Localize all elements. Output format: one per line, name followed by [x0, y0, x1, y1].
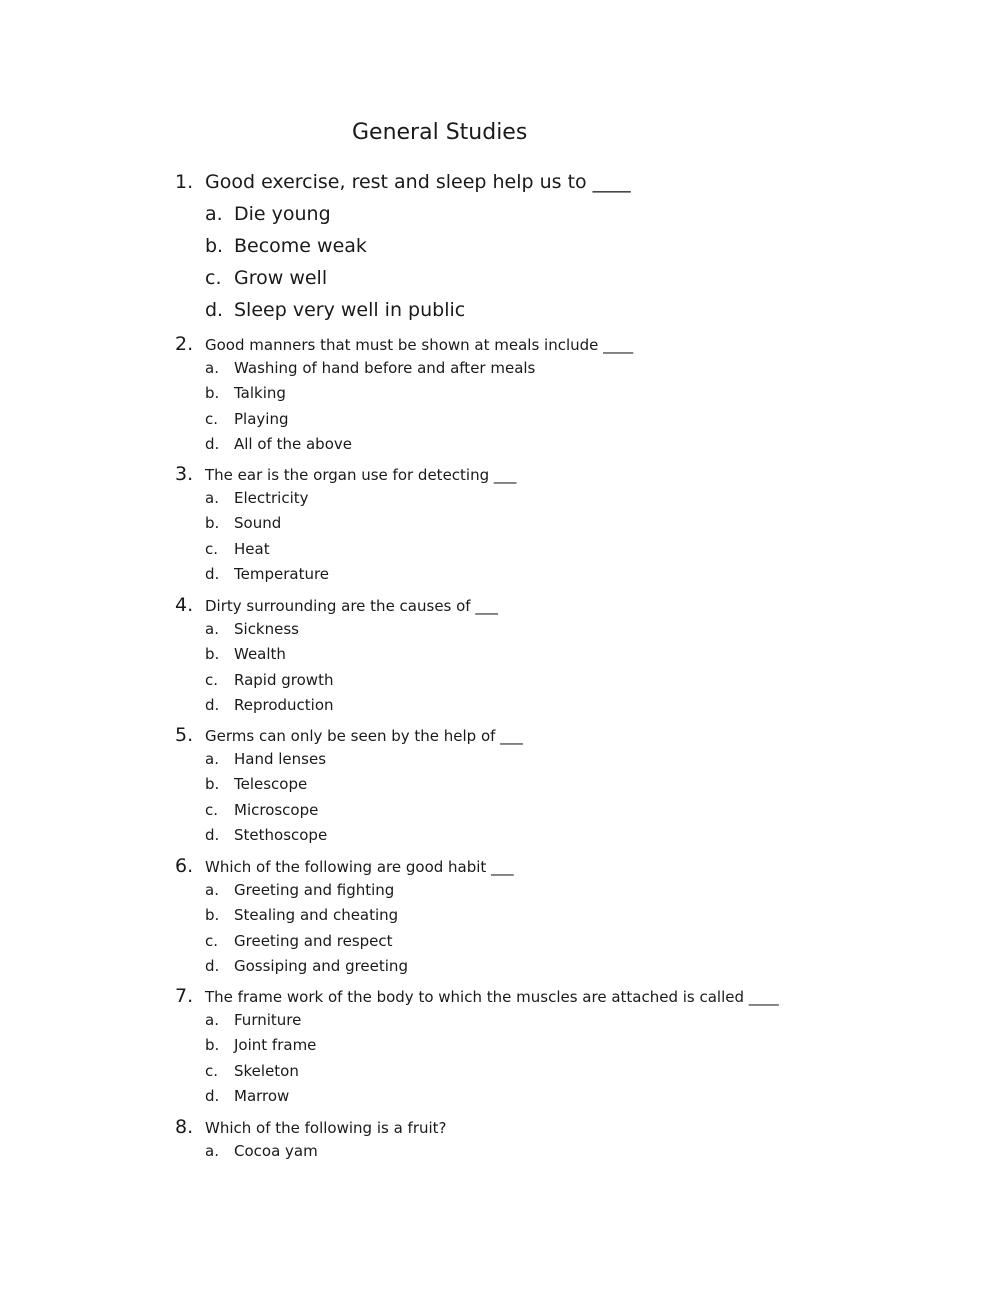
- option-item[interactable]: [205, 620, 498, 645]
- option-text: Grow well: [234, 267, 328, 289]
- question-number: 6.: [175, 855, 194, 877]
- option-text: Hand lenses: [234, 750, 327, 768]
- question-text: The ear is the organ use for detecting ___: [205, 466, 517, 484]
- option-list: [175, 359, 633, 460]
- option-item[interactable]: [205, 489, 516, 514]
- option-letter: c.: [205, 1061, 219, 1080]
- option-item[interactable]: [205, 565, 516, 590]
- option-item[interactable]: [205, 1062, 779, 1087]
- option-letter: c.: [205, 670, 219, 689]
- option-letter: a.: [205, 359, 219, 377]
- page-title: General Studies: [352, 120, 528, 145]
- option-letter: a.: [205, 881, 219, 899]
- option-letter: c.: [205, 267, 222, 289]
- option-text: Washing of hand before and after meals: [234, 359, 536, 377]
- question-6: [175, 855, 514, 982]
- option-text: Sleep very well in public: [234, 299, 466, 321]
- option-letter: d.: [205, 564, 220, 583]
- option-item[interactable]: [205, 203, 631, 235]
- option-letter: a.: [205, 1142, 219, 1160]
- option-item[interactable]: [205, 801, 523, 826]
- option-letter: b.: [205, 514, 220, 533]
- option-item[interactable]: [205, 671, 498, 696]
- option-text: Sickness: [234, 620, 299, 638]
- option-list: [175, 1011, 779, 1112]
- option-item[interactable]: [205, 540, 516, 565]
- option-text: Gossiping and greeting: [234, 956, 408, 975]
- option-letter: b.: [205, 906, 220, 925]
- question-4: [175, 594, 498, 721]
- option-letter: c.: [205, 931, 219, 950]
- question-number: 1.: [175, 171, 194, 193]
- question-3: [175, 463, 516, 590]
- option-letter: a.: [205, 1011, 219, 1029]
- question-text: Germs can only be seen by the help of ___: [205, 727, 523, 745]
- question-5: [175, 724, 523, 851]
- option-letter: b.: [205, 235, 224, 257]
- option-letter: d.: [205, 956, 220, 975]
- option-text: Skeleton: [234, 1061, 299, 1080]
- option-letter: d.: [205, 1086, 220, 1105]
- option-text: Greeting and respect: [234, 931, 393, 950]
- option-letter: d.: [205, 299, 224, 321]
- question-number: 7.: [175, 985, 194, 1007]
- option-item[interactable]: [205, 696, 498, 721]
- question-2: [175, 333, 633, 460]
- option-letter: a.: [205, 620, 219, 638]
- option-item[interactable]: [205, 645, 498, 670]
- option-item[interactable]: [205, 235, 631, 267]
- option-item[interactable]: [205, 514, 516, 539]
- option-item[interactable]: [205, 957, 514, 982]
- question-number: 3.: [175, 463, 194, 485]
- option-item[interactable]: [205, 1087, 779, 1112]
- question-text: Which of the following is a fruit?: [205, 1119, 447, 1137]
- option-letter: b.: [205, 645, 220, 664]
- option-item[interactable]: [205, 906, 514, 931]
- option-item[interactable]: [205, 410, 633, 435]
- question-text: Good manners that must be shown at meals include ____: [205, 336, 634, 354]
- option-item[interactable]: [205, 359, 633, 384]
- question-number: 5.: [175, 724, 194, 746]
- question-7: [175, 985, 779, 1112]
- option-text: Become weak: [234, 235, 367, 257]
- option-item[interactable]: [205, 775, 523, 800]
- option-item[interactable]: [205, 384, 633, 409]
- option-item[interactable]: [205, 881, 514, 906]
- option-text: Stethoscope: [234, 825, 328, 844]
- option-letter: b.: [205, 384, 220, 403]
- option-letter: d.: [205, 434, 220, 453]
- question-number: 8.: [175, 1116, 194, 1138]
- question-text: Dirty surrounding are the causes of ___: [205, 597, 498, 615]
- option-text: Marrow: [234, 1086, 290, 1105]
- option-text: Joint frame: [234, 1036, 317, 1055]
- option-text: Electricity: [234, 489, 309, 507]
- option-list: [175, 489, 516, 590]
- option-text: Die young: [234, 203, 331, 225]
- option-text: Sound: [234, 514, 282, 533]
- option-text: All of the above: [234, 434, 352, 453]
- option-letter: d.: [205, 825, 220, 844]
- option-letter: d.: [205, 695, 220, 714]
- question-number: 4.: [175, 594, 194, 616]
- option-text: Temperature: [234, 564, 330, 583]
- option-letter: a.: [205, 750, 219, 768]
- option-text: Cocoa yam: [234, 1142, 318, 1160]
- question-text: Good exercise, rest and sleep help us to ____: [205, 171, 631, 193]
- option-item[interactable]: [205, 299, 631, 331]
- option-letter: b.: [205, 1036, 220, 1055]
- option-text: Wealth: [234, 645, 286, 664]
- question-1: [175, 171, 631, 331]
- option-letter: a.: [205, 203, 223, 225]
- option-list: [175, 620, 498, 721]
- option-text: Greeting and fighting: [234, 881, 395, 899]
- question-number: 2.: [175, 333, 194, 355]
- option-item[interactable]: [205, 932, 514, 957]
- option-text: Stealing and cheating: [234, 906, 399, 925]
- option-text: Heat: [234, 539, 270, 558]
- option-list: [175, 1142, 447, 1167]
- option-text: Microscope: [234, 800, 319, 819]
- option-item[interactable]: [205, 1011, 779, 1036]
- option-list: [175, 203, 631, 331]
- option-item[interactable]: [205, 750, 523, 775]
- option-list: [175, 881, 514, 982]
- option-item[interactable]: [205, 1036, 779, 1061]
- question-8: [175, 1116, 447, 1167]
- option-item[interactable]: [205, 1142, 447, 1167]
- option-item[interactable]: [205, 435, 633, 460]
- option-letter: c.: [205, 409, 219, 428]
- option-item[interactable]: [205, 826, 523, 851]
- question-text: Which of the following are good habit ___: [205, 858, 514, 876]
- option-letter: c.: [205, 539, 219, 558]
- option-letter: c.: [205, 800, 219, 819]
- option-text: Reproduction: [234, 695, 334, 714]
- option-text: Rapid growth: [234, 670, 334, 689]
- option-letter: b.: [205, 775, 220, 794]
- option-item[interactable]: [205, 267, 631, 299]
- question-text: The frame work of the body to which the muscles are attached is called ____: [205, 988, 779, 1006]
- option-text: Playing: [234, 409, 289, 428]
- option-text: Telescope: [234, 775, 308, 794]
- option-text: Talking: [234, 384, 286, 403]
- option-letter: a.: [205, 489, 219, 507]
- option-text: Furniture: [234, 1011, 302, 1029]
- option-list: [175, 750, 523, 851]
